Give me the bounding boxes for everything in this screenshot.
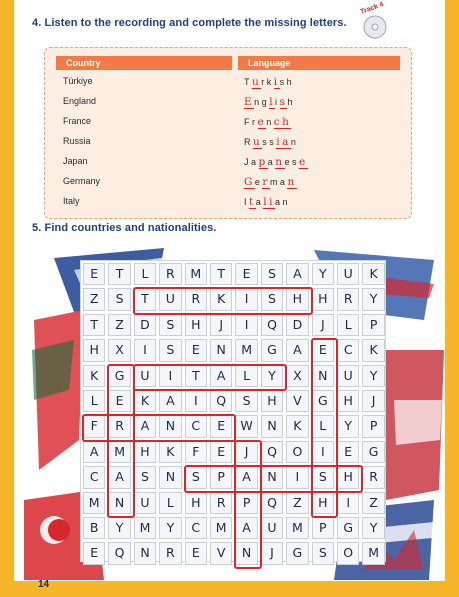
- filled-letters: t: [249, 196, 256, 208]
- grid-cell[interactable]: S: [108, 288, 130, 310]
- grid-cell[interactable]: B: [83, 517, 105, 539]
- grid-cell[interactable]: R: [108, 415, 130, 437]
- grid-cell[interactable]: Q: [261, 441, 283, 463]
- grid-cell[interactable]: L: [83, 390, 105, 412]
- exercise-4-title: 4. Listen to the recording and complete the missing letters.: [32, 17, 347, 29]
- grid-cell[interactable]: U: [134, 365, 156, 387]
- given-letters: i: [275, 97, 280, 107]
- filled-letters: p: [258, 156, 268, 168]
- language-cell[interactable]: [244, 116, 291, 128]
- grid-cell[interactable]: Y: [159, 517, 181, 539]
- grid-cell[interactable]: K: [362, 263, 384, 285]
- grid-cell[interactable]: P: [362, 314, 384, 336]
- given-letters: ss: [262, 137, 277, 147]
- grid-cell[interactable]: A: [134, 415, 156, 437]
- filled-letters: i: [276, 136, 283, 148]
- grid-cell[interactable]: Y: [362, 365, 384, 387]
- filled-letters: u: [253, 136, 263, 148]
- grid-cell[interactable]: G: [312, 390, 334, 412]
- grid-cell[interactable]: Z: [108, 314, 130, 336]
- grid-cell[interactable]: E: [337, 441, 359, 463]
- grid-cell[interactable]: C: [83, 466, 105, 488]
- grid-cell[interactable]: A: [286, 263, 308, 285]
- grid-cell[interactable]: V: [286, 390, 308, 412]
- grid-cell[interactable]: K: [286, 415, 308, 437]
- grid-cell[interactable]: J: [235, 441, 257, 463]
- grid-cell[interactable]: Y: [337, 415, 359, 437]
- grid-cell[interactable]: L: [235, 365, 257, 387]
- given-letters: n: [282, 197, 291, 207]
- grid-cell[interactable]: N: [159, 466, 181, 488]
- page-number: 14: [38, 579, 50, 590]
- grid-cell[interactable]: E: [235, 263, 257, 285]
- grid-cell[interactable]: S: [312, 466, 334, 488]
- grid-cell[interactable]: U: [159, 288, 181, 310]
- grid-cell[interactable]: A: [83, 441, 105, 463]
- filled-letters: n: [287, 176, 297, 188]
- grid-cell[interactable]: N: [159, 415, 181, 437]
- grid-cell[interactable]: E: [185, 339, 207, 361]
- grid-cell[interactable]: I: [312, 441, 334, 463]
- grid-cell[interactable]: R: [159, 542, 181, 564]
- grid-cell[interactable]: U: [337, 263, 359, 285]
- country-cell: Italy: [63, 196, 80, 206]
- country-cell: Türkiye: [63, 76, 93, 86]
- grid-cell[interactable]: R: [210, 492, 232, 514]
- grid-cell[interactable]: E: [210, 441, 232, 463]
- grid-cell[interactable]: L: [134, 263, 156, 285]
- grid-cell[interactable]: L: [337, 314, 359, 336]
- given-letters: n: [266, 117, 274, 127]
- grid-cell[interactable]: O: [286, 441, 308, 463]
- grid-cell[interactable]: L: [159, 492, 181, 514]
- grid-cell[interactable]: N: [108, 492, 130, 514]
- given-letters: a: [251, 157, 259, 167]
- exercise-5-title: 5. Find countries and nationalities.: [32, 222, 217, 234]
- grid-cell[interactable]: M: [210, 517, 232, 539]
- grid-cell[interactable]: R: [337, 288, 359, 310]
- grid-cell[interactable]: I: [235, 288, 257, 310]
- country-cell: England: [63, 96, 97, 106]
- given-letters: ng: [254, 97, 270, 107]
- grid-cell[interactable]: T: [134, 288, 156, 310]
- grid-cell[interactable]: H: [337, 390, 359, 412]
- grid-cell[interactable]: W: [235, 415, 257, 437]
- grid-cell[interactable]: Y: [362, 517, 384, 539]
- grid-cell[interactable]: C: [185, 415, 207, 437]
- country-cell: France: [63, 116, 92, 126]
- given-letters: I: [244, 197, 250, 207]
- grid-cell[interactable]: K: [134, 390, 156, 412]
- grid-cell[interactable]: M: [235, 339, 257, 361]
- grid-cell[interactable]: Z: [286, 492, 308, 514]
- filled-letters: E: [244, 96, 255, 108]
- given-letters: R: [244, 137, 253, 147]
- grid-cell[interactable]: E: [83, 542, 105, 564]
- grid-cell[interactable]: Y: [261, 365, 283, 387]
- grid-cell[interactable]: M: [108, 441, 130, 463]
- grid-cell[interactable]: R: [185, 288, 207, 310]
- language-cell[interactable]: [244, 136, 298, 148]
- grid-cell[interactable]: I: [235, 314, 257, 336]
- grid-cell[interactable]: G: [286, 542, 308, 564]
- grid-cell[interactable]: P: [312, 517, 334, 539]
- grid-cell[interactable]: D: [286, 314, 308, 336]
- grid-cell[interactable]: K: [83, 365, 105, 387]
- filled-letters: l: [269, 96, 276, 108]
- grid-cell[interactable]: I: [134, 339, 156, 361]
- grid-cell[interactable]: R: [362, 466, 384, 488]
- grid-cell[interactable]: M: [134, 517, 156, 539]
- grid-cell[interactable]: V: [210, 542, 232, 564]
- highlight-italy: [133, 364, 287, 391]
- grid-cell[interactable]: C: [337, 339, 359, 361]
- grid-cell[interactable]: C: [185, 517, 207, 539]
- grid-cell[interactable]: E: [83, 263, 105, 285]
- grid-cell[interactable]: H: [134, 441, 156, 463]
- grid-cell[interactable]: H: [312, 492, 334, 514]
- filled-letters: r: [262, 176, 270, 188]
- grid-cell[interactable]: A: [159, 390, 181, 412]
- grid-cell[interactable]: J: [210, 314, 232, 336]
- grid-cell[interactable]: Z: [83, 288, 105, 310]
- grid-cell[interactable]: S: [134, 466, 156, 488]
- country-cell: Russia: [63, 136, 91, 146]
- filled-letters: u: [252, 76, 262, 88]
- grid-cell[interactable]: F: [185, 441, 207, 463]
- track-label: Track 4: [359, 1, 385, 16]
- filled-letters: ch: [273, 116, 292, 128]
- grid-cell[interactable]: K: [362, 339, 384, 361]
- filled-letters: G: [244, 176, 255, 188]
- grid-cell[interactable]: A: [210, 365, 232, 387]
- grid-cell[interactable]: U: [337, 365, 359, 387]
- grid-cell[interactable]: I: [185, 390, 207, 412]
- grid-cell[interactable]: I: [159, 365, 181, 387]
- filled-letters: e: [299, 156, 308, 168]
- given-letters: J: [244, 157, 251, 167]
- language-cell[interactable]: [244, 176, 297, 188]
- grid-cell[interactable]: N: [261, 466, 283, 488]
- grid-cell[interactable]: K: [210, 288, 232, 310]
- filled-letters: a: [282, 136, 291, 148]
- given-letters: rk: [261, 77, 274, 87]
- language-cell[interactable]: [244, 196, 290, 208]
- left-border: [0, 0, 14, 597]
- grid-cell[interactable]: Q: [108, 542, 130, 564]
- grid-cell[interactable]: F: [83, 415, 105, 437]
- grid-cell[interactable]: E: [185, 542, 207, 564]
- grid-cell[interactable]: T: [185, 365, 207, 387]
- right-border: [445, 0, 459, 597]
- highlight-turkish: [133, 287, 313, 314]
- grid-cell[interactable]: T: [210, 263, 232, 285]
- grid-cell[interactable]: M: [286, 517, 308, 539]
- grid-cell[interactable]: N: [312, 365, 334, 387]
- given-letters: sh: [279, 77, 295, 87]
- grid-cell[interactable]: P: [235, 492, 257, 514]
- grid-cell[interactable]: Y: [108, 517, 130, 539]
- grid-cell[interactable]: G: [261, 339, 283, 361]
- grid-cell[interactable]: M: [362, 542, 384, 564]
- grid-cell[interactable]: M: [185, 263, 207, 285]
- grid-cell[interactable]: G: [337, 517, 359, 539]
- grid-cell[interactable]: H: [185, 314, 207, 336]
- grid-cell[interactable]: N: [235, 542, 257, 564]
- given-letters: a: [255, 197, 264, 207]
- grid-cell[interactable]: S: [261, 288, 283, 310]
- country-header: Country: [56, 56, 232, 70]
- grid-cell[interactable]: A: [235, 466, 257, 488]
- grid-cell[interactable]: S: [159, 339, 181, 361]
- grid-cell[interactable]: A: [108, 466, 130, 488]
- grid-cell[interactable]: E: [210, 415, 232, 437]
- country-cell: Japan: [63, 156, 88, 166]
- language-cell[interactable]: [244, 76, 294, 88]
- grid-cell[interactable]: A: [286, 339, 308, 361]
- grid-cell[interactable]: A: [235, 517, 257, 539]
- given-letters: Fr: [244, 117, 258, 127]
- grid-cell[interactable]: N: [261, 415, 283, 437]
- highlight-france: [82, 414, 236, 441]
- grid-cell[interactable]: S: [159, 314, 181, 336]
- highlight-english: [311, 338, 338, 518]
- grid-cell[interactable]: H: [83, 339, 105, 361]
- highlight-german: [107, 364, 134, 518]
- given-letters: ma: [269, 177, 288, 187]
- given-letters: a: [267, 157, 276, 167]
- grid-cell[interactable]: I: [337, 492, 359, 514]
- grid-cell[interactable]: R: [159, 263, 181, 285]
- given-letters: T: [244, 77, 252, 87]
- grid-cell[interactable]: J: [312, 314, 334, 336]
- grid-cell[interactable]: S: [235, 390, 257, 412]
- grid-cell[interactable]: O: [337, 542, 359, 564]
- grid-cell[interactable]: D: [134, 314, 156, 336]
- grid-cell[interactable]: M: [83, 492, 105, 514]
- grid-cell[interactable]: H: [312, 288, 334, 310]
- grid-cell[interactable]: I: [286, 466, 308, 488]
- language-cell[interactable]: [244, 96, 295, 108]
- grid-cell[interactable]: J: [362, 390, 384, 412]
- grid-cell[interactable]: N: [134, 542, 156, 564]
- grid-cell[interactable]: Q: [261, 314, 283, 336]
- country-cell: Germany: [63, 176, 101, 186]
- grid-cell[interactable]: Y: [312, 263, 334, 285]
- grid-cell[interactable]: U: [261, 517, 283, 539]
- given-letters: a: [274, 197, 283, 207]
- grid-cell[interactable]: P: [362, 415, 384, 437]
- grid-cell[interactable]: H: [261, 390, 283, 412]
- grid-cell[interactable]: S: [185, 466, 207, 488]
- grid-cell[interactable]: G: [362, 441, 384, 463]
- filled-letters: li: [263, 196, 275, 208]
- grid-cell[interactable]: T: [83, 314, 105, 336]
- grid-cell[interactable]: S: [261, 263, 283, 285]
- grid-cell[interactable]: Q: [261, 492, 283, 514]
- grid-cell[interactable]: S: [312, 542, 334, 564]
- given-letters: n: [290, 137, 299, 147]
- grid-cell[interactable]: N: [210, 339, 232, 361]
- grid-cell[interactable]: Q: [210, 390, 232, 412]
- grid-cell[interactable]: K: [159, 441, 181, 463]
- grid-cell[interactable]: Y: [362, 288, 384, 310]
- grid-cell[interactable]: E: [312, 339, 334, 361]
- language-cell[interactable]: [244, 156, 308, 168]
- grid-cell[interactable]: T: [108, 263, 130, 285]
- filled-letters: n: [275, 156, 285, 168]
- grid-cell[interactable]: E: [108, 390, 130, 412]
- grid-cell[interactable]: G: [108, 365, 130, 387]
- filled-letters: e: [257, 116, 267, 128]
- language-table: [44, 47, 412, 219]
- grid-cell[interactable]: H: [286, 288, 308, 310]
- grid-cell[interactable]: L: [312, 415, 334, 437]
- given-letters: e: [254, 177, 263, 187]
- grid-cell[interactable]: H: [337, 466, 359, 488]
- grid-cell[interactable]: X: [108, 339, 130, 361]
- grid-cell[interactable]: Z: [362, 492, 384, 514]
- language-header: Language: [238, 56, 400, 70]
- grid-cell[interactable]: U: [134, 492, 156, 514]
- highlight-japan: [234, 440, 261, 569]
- grid-cell[interactable]: J: [261, 542, 283, 564]
- given-letters: h: [287, 97, 295, 107]
- filled-letters: i: [273, 76, 280, 88]
- grid-cell[interactable]: X: [286, 365, 308, 387]
- grid-cell[interactable]: P: [210, 466, 232, 488]
- grid-cell[interactable]: H: [185, 492, 207, 514]
- filled-letters: s: [279, 96, 288, 108]
- given-letters: es: [284, 157, 300, 167]
